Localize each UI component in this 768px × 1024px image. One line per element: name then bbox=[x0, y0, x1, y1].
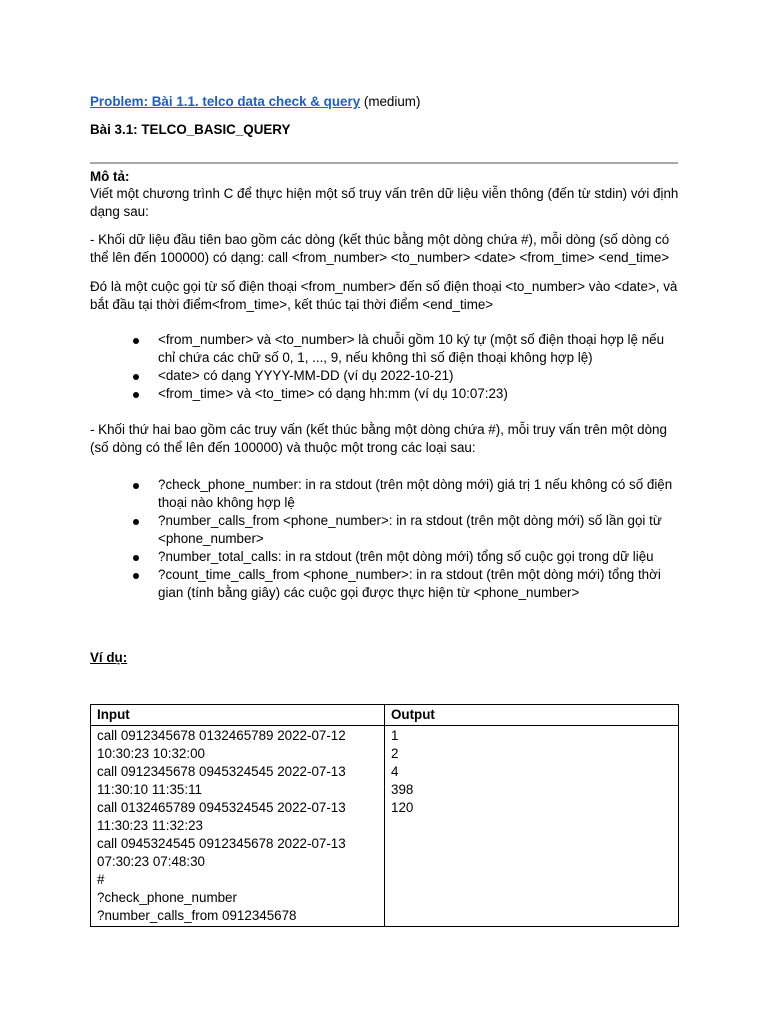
query-bullet-text: ?count_time_calls_from <phone_number>: in ra stdout (trên một dòng mới) tổng thời bbox=[158, 567, 661, 582]
block2-line: (số dòng có thể lên đến 100000) và thuộc một trong các loại sau: bbox=[90, 440, 476, 455]
call-meaning-line: Đó là một cuộc gọi từ số điện thoại <from_number> đến số điện thoại <to_number> vào <date>, và bbox=[90, 279, 678, 294]
exercise-title: Bài 3.1: TELCO_BASIC_QUERY bbox=[90, 122, 291, 137]
bullet-icon bbox=[133, 573, 139, 579]
output-cell bbox=[385, 726, 679, 927]
input-line: ?number_calls_from 0912345678 bbox=[97, 908, 297, 923]
bullet-icon bbox=[133, 519, 139, 525]
format-bullet-text: <from_number> và <to_number> là chuỗi gồm 10 ký tự (một số điện thoại hợp lệ nếu bbox=[158, 332, 665, 347]
intro-line: dạng sau: bbox=[90, 204, 149, 219]
intro-line: Viết một chương trình C để thực hiện một số truy vấn trên dữ liệu viễn thông (đến từ stdin) với định bbox=[90, 186, 679, 201]
input-cell bbox=[91, 726, 385, 927]
problem-header bbox=[90, 93, 420, 111]
input-line: call 0945324545 0912345678 2022-07-13 bbox=[97, 836, 346, 851]
input-line: 11:30:10 11:35:11 bbox=[97, 782, 202, 797]
format-bullet-text: <date> có dạng YYYY-MM-DD (ví dụ 2022-10-21) bbox=[158, 368, 454, 383]
divider bbox=[90, 162, 678, 164]
bullet-icon bbox=[133, 392, 139, 398]
table-row bbox=[91, 726, 679, 927]
output-line: 4 bbox=[391, 764, 399, 779]
query-bullet-text: thoại nào không hợp lệ bbox=[158, 495, 295, 510]
difficulty-label: (medium) bbox=[363, 94, 421, 109]
query-bullet-text: ?check_phone_number: in ra stdout (trên một dòng mới) giá trị 1 nếu không có số điện bbox=[158, 477, 673, 492]
example-table bbox=[90, 704, 679, 927]
bullet-icon bbox=[133, 483, 139, 489]
format-bullet-text: chỉ chứa các chữ số 0, 1, ..., 9, nếu không thì số điện thoại không hợp lệ) bbox=[158, 350, 593, 365]
bullet-icon bbox=[133, 338, 139, 344]
block1-line: - Khối dữ liệu đầu tiên bao gồm các dòng (kết thúc bằng một dòng chứa #), mỗi dòng (số dòng có bbox=[90, 232, 670, 247]
call-meaning-line: bắt đầu tại thời điểm<from_time>, kết thúc tại thời điểm <end_time> bbox=[90, 297, 494, 312]
input-line: call 0912345678 0132465789 2022-07-12 bbox=[97, 728, 346, 743]
description-heading: Mô tả: bbox=[90, 169, 130, 184]
format-bullet-text: <from_time> và <to_time> có dạng hh:mm (ví dụ 10:07:23) bbox=[158, 386, 508, 401]
block1-line: thể lên đến 100000) có dạng: call <from_number> <to_number> <date> <from_time> <end_time> bbox=[90, 250, 670, 265]
input-line: 11:30:23 11:32:23 bbox=[97, 818, 203, 833]
output-line: 2 bbox=[391, 746, 399, 761]
input-line: call 0912345678 0945324545 2022-07-13 bbox=[97, 764, 346, 779]
output-line: 1 bbox=[391, 728, 399, 743]
problem-link[interactable]: Problem: Bài 1.1. telco data check & query bbox=[90, 94, 361, 109]
query-bullet-text: gian (tính bằng giây) các cuộc gọi được thực hiện từ <phone_number> bbox=[158, 585, 580, 600]
output-column-header: Output bbox=[385, 705, 679, 726]
input-line: # bbox=[97, 872, 105, 887]
input-line: call 0132465789 0945324545 2022-07-13 bbox=[97, 800, 346, 815]
input-line: 10:30:23 10:32:00 bbox=[97, 746, 205, 761]
input-line: 07:30:23 07:48:30 bbox=[97, 854, 205, 869]
query-bullet-text: ?number_calls_from <phone_number>: in ra stdout (trên một dòng mới) số lần gọi từ bbox=[158, 513, 662, 528]
input-column-header: Input bbox=[91, 705, 385, 726]
input-line: ?check_phone_number bbox=[97, 890, 237, 905]
bullet-icon bbox=[133, 555, 139, 561]
query-bullet-text: ?number_total_calls: in ra stdout (trên một dòng mới) tổng số cuộc gọi trong dữ liệu bbox=[158, 549, 654, 564]
block2-line: - Khối thứ hai bao gồm các truy vấn (kết thúc bằng một dòng chứa #), mỗi truy vấn trên một dòng bbox=[90, 422, 667, 437]
bullet-icon bbox=[133, 374, 139, 380]
output-line: 398 bbox=[391, 782, 414, 797]
output-line: 120 bbox=[391, 800, 414, 815]
example-heading: Ví dụ: bbox=[90, 650, 128, 665]
table-header-row bbox=[91, 705, 679, 726]
query-bullet-text: <phone_number> bbox=[158, 531, 264, 546]
